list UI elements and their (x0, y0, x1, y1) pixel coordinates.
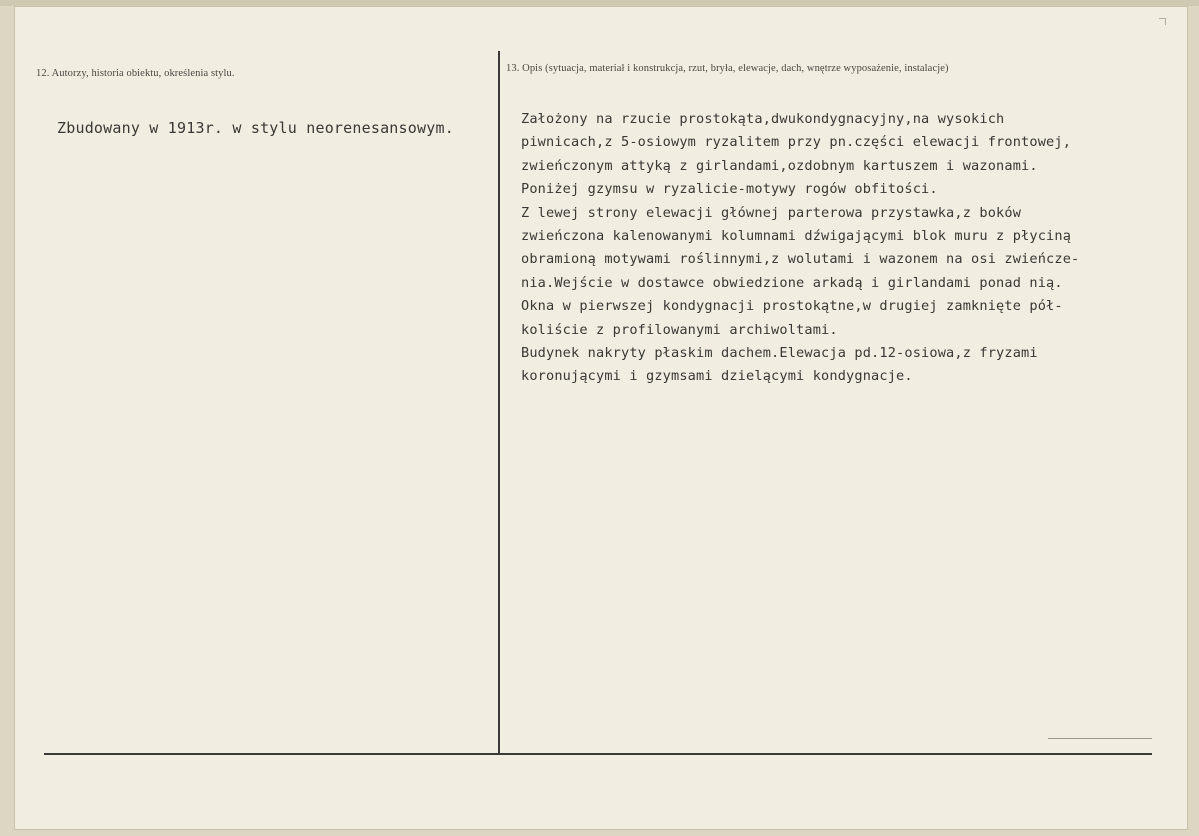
description-line: Założony na rzucie prostokąta,dwukondygnacyjny,na wysokich (521, 111, 1005, 127)
description-line: Okna w pierwszej kondygnacji prostokątne,w drugiej zamknięte pół- (521, 298, 1063, 315)
section-13-description (521, 108, 1079, 389)
corner-mark (1159, 18, 1166, 25)
bottom-rule (44, 753, 1152, 755)
column-divider (498, 51, 500, 754)
description-line: zwieńczona kalenowanymi kolumnami dźwigającymi blok muru z płyciną (521, 228, 1072, 245)
description-line: nia.Wejście w dostawce obwiedzione arkadą i girlandami ponad nią. (521, 274, 1063, 291)
bottom-rule-short (1048, 738, 1152, 739)
section-12-text: Zbudowany w 1913r. w stylu neorenesansowym. (57, 119, 454, 137)
description-line: zwieńczonym attyką z girlandami,ozdobnym kartuszem i wazonami. (521, 157, 1038, 174)
description-line: obramioną motywami roślinnymi,z wolutami i wazonem na osi zwieńcze- (521, 251, 1080, 268)
description-line: Poniżej gzymsu w ryzalicie-motywy rogów obfitości. (521, 181, 938, 198)
section-12-header: 12. Autorzy, historia obiektu, określenia stylu. (36, 68, 235, 79)
description-line: koliście z profilowanymi archiwoltami. (521, 321, 838, 338)
description-line: Z lewej strony elewacji głównej parterowa przystawka,z boków (521, 204, 1022, 221)
description-line: piwnicach,z 5-osiowym ryzalitem przy pn.części elewacji frontowej, (521, 134, 1072, 151)
section-13-header: 13. Opis (sytuacja, materiał i konstrukcja, rzut, bryła, elewacje, dach, wnętrze wyposażenie, instalacje) (506, 63, 949, 74)
description-line: Budynek nakryty płaskim dachem.Elewacja pd.12-osiowa,z fryzami (521, 345, 1038, 362)
description-line: koronującymi i gzymsami dzielącymi kondygnacje. (521, 368, 913, 385)
